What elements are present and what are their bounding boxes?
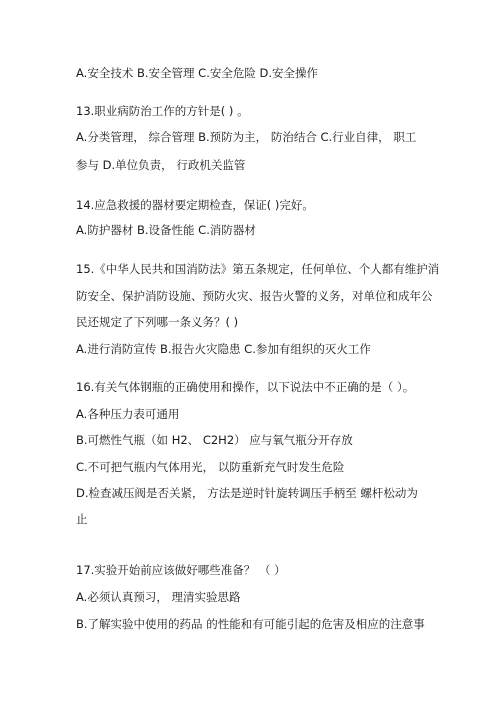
q16-option-d-line-2: 止 bbox=[76, 512, 88, 526]
q16-option-b: B.可燃性气瓶（如 H2、 C2H2） 应与氧气瓶分开存放 bbox=[76, 433, 353, 447]
q17-option-b: B.了解实验中使用的药品 的性能和有可能引起的危害及相应的注意事 bbox=[76, 617, 425, 631]
q17-question: 17.实验开始前应该做好哪些准备？ （ ） bbox=[76, 563, 286, 577]
q12-options: A.安全技术 B.安全管理 C.安全危险 D.安全操作 bbox=[76, 66, 319, 80]
q13-question: 13.职业病防治工作的方针是( ) 。 bbox=[76, 104, 249, 118]
q15-question-line-3: 民还规定了下列哪一条义务？( ) bbox=[76, 315, 239, 329]
q16-question: 16.有关气体钢瓶的正确使用和操作，以下说法中不正确的是（ ）。 bbox=[76, 380, 415, 394]
q17-option-a: A.必须认真预习， 理清实验思路 bbox=[76, 590, 241, 604]
q16-option-c: C.不可把气瓶内气体用光， 以防重新充气时发生危险 bbox=[76, 460, 345, 474]
q16-option-d-line-1: D.检查减压阀是否关紧， 方法是逆时针旋转调压手柄至 螺杆松动为 bbox=[76, 486, 418, 500]
q15-question-line-2: 防安全、保护消防设施、预防火灾、报告火警的义务，对单位和成年公 bbox=[76, 289, 433, 303]
q14-options: A.防护器材 B.设备性能 C.消防器材 bbox=[76, 223, 256, 237]
q15-question-line-1: 15.《中华人民共和国消防法》第五条规定，任何单位、个人都有维护消 bbox=[76, 262, 440, 276]
q16-option-a: A.各种压力表可通用 bbox=[76, 407, 180, 421]
q13-options-line-1: A.分类管理， 综合管理 B.预防为主， 防治结合 C.行业自律， 职工 bbox=[76, 130, 417, 144]
q15-options: A.进行消防宣传 B.报告火灾隐患 C.参加有组织的灭火工作 bbox=[76, 342, 371, 356]
q13-options-line-2: 参与 D.单位负责， 行政机关监管 bbox=[76, 158, 246, 172]
q14-question: 14.应急救援的器材要定期检查，保证( )完好。 bbox=[76, 198, 314, 212]
